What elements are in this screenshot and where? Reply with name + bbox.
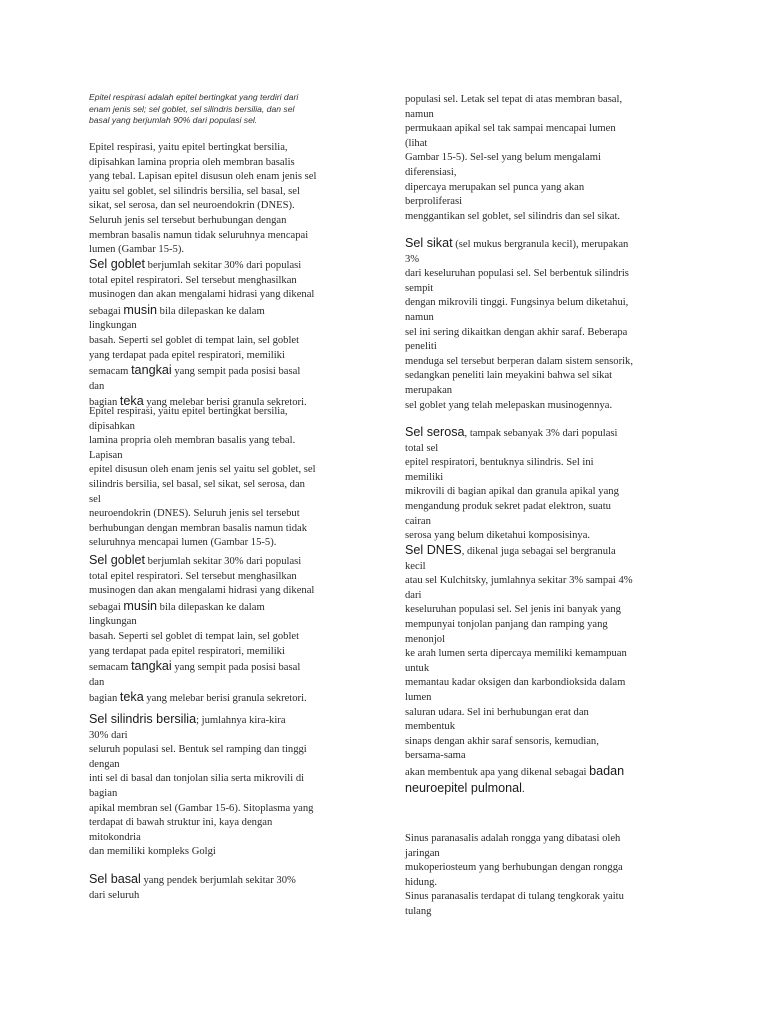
goblet-text-3-repeat: yang sempit pada posisi basal dan bagian xyxy=(89,662,301,705)
sikat-text: (sel mukus bergranula kecil), merupakan 3% dari keseluruhan populasi sel. Sel berbentuk silindris sempit dengan mikrovili tinggi. Fungsinya belum diketahui, namun sel ini sering dikaitkan dengan akhir saraf. Beberapa peneliti menduga sel tersebut berperan dalam sistem sensorik, sedangkan peneliti lain meyakini bahwa sel sikat merupakan sel goblet yang telah melepaskan musinogennya. xyxy=(405,239,633,411)
sinus-paragraph: Sinus paranasalis adalah rongga yang dibatasi oleh jaringan mukoperiosteum yang berhubungan dengan rongga hidung. Sinus paranasalis terdapat di tulang tengkorak yaitu tulang xyxy=(405,833,624,917)
serosa-paragraph xyxy=(405,425,619,544)
goblet-text-4: yang melebar berisi granula sekretori. xyxy=(143,397,307,409)
goblet-text-1-repeat: berjumlah sekitar 30% dari populasi total epitel respiratori. Sel tersebut menghasilkan musinogen dan akan mengalami hidrasi yang dikenal sebagai xyxy=(89,556,315,613)
teka-term: teka xyxy=(119,394,144,409)
goblet-text-2: bila dilepaskan ke dalam lingkungan basah. Seperti sel goblet di tempat lain, sel goblet yang terdapat pada epitel respiratori, memiliki semacam xyxy=(89,305,300,378)
goblet-paragraph-repeat xyxy=(89,553,314,707)
basal-paragraph xyxy=(89,872,296,903)
goblet-text-3: yang sempit pada posisi basal dan bagian xyxy=(89,366,301,409)
teka-term-repeat: teka xyxy=(119,690,144,705)
figure-caption: Epitel respirasi adalah epitel bertingkat yang terdiri dari enam jenis sel; sel goblet, sel silindris bersilia, dan sel basal yang berjumlah 90% dari populasi sel. xyxy=(89,92,299,125)
dnes-end: . xyxy=(521,783,525,795)
goblet-term: Sel goblet xyxy=(89,257,146,271)
goblet-text-2-repeat: bila dilepaskan ke dalam lingkungan basah. Seperti sel goblet di tempat lain, sel goblet yang terdapat pada epitel respiratori, memiliki semacam xyxy=(89,601,300,674)
basal-continued-paragraph: populasi sel. Letak sel tepat di atas membran basal, namun permukaan apikal sel tak sampai mencapai lumen (lihat Gambar 15-5). Sel-sel yang belum mengalami diferensiasi, dipercaya merupakan sel punca yang akan berproliferasi menggantikan sel goblet, sel silindris dan sel sikat. xyxy=(405,94,623,222)
basal-text: yang pendek berjumlah sekitar 30% dari seluruh xyxy=(89,875,296,901)
dnes-text: , dikenal juga sebagai sel bergranula kecil atau sel Kulchitsky, jumlahnya sekitar 3% sampai 4% dari keseluruhan populasi sel. Sel jenis ini banyak yang mempunyai tonjolan panjang dan ramping yang menonjol ke arah lumen serta dipercaya memiliki kemampuan untuk memantau kadar oksigen dan karbondioksida dalam lumen saluran udara. Sel ini berhubungan erat dan membentuk sinaps dengan akhir saraf sensoris, kemudian, bersama-sama akan membentuk apa yang dikenal sebagai xyxy=(405,546,633,778)
goblet-text-4-repeat: yang melebar berisi granula sekretori. xyxy=(143,693,307,705)
musin-term-repeat: musin xyxy=(123,598,158,613)
goblet-paragraph xyxy=(89,257,314,411)
basal-term: Sel basal xyxy=(89,872,141,886)
silindris-term: Sel silindris bersilia xyxy=(89,712,197,726)
musin-term: musin xyxy=(123,302,158,317)
badan-neuroepitel-term: badan neuroepitel pulmonal xyxy=(405,763,625,795)
sikat-term: Sel sikat xyxy=(405,236,453,250)
repeat-intro-paragraph: Epitel respirasi, yaitu epitel bertingkat bersilia, dipisahkan lamina propria oleh membran basalis yang tebal. Lapisan epitel disusun oleh enam jenis sel yaitu sel goblet, sel silindris bersilia, sel basal, sel sikat, sel serosa, dan sel neuroendokrin (DNES). Seluruh jenis sel tersebut berhubungan dengan membran basalis namun tidak seluruhnya mencapai lumen (Gambar 15-5). xyxy=(89,406,316,549)
silindris-text: ; jumlahnya kira-kira 30% dari seluruh populasi sel. Bentuk sel ramping dan tinggi dengan inti sel di basal dan tonjolan silia serta mikrovili di bagian apikal membran sel (Gambar 15-6). Sitoplasma yang terdapat di bawah struktur ini, kaya dengan mitokondria dan memiliki kompleks Golgi xyxy=(89,715,314,858)
tangkai-term: tangkai xyxy=(131,363,172,378)
dnes-term: Sel DNES xyxy=(405,543,462,557)
serosa-term: Sel serosa xyxy=(405,425,465,439)
dnes-paragraph xyxy=(405,543,633,797)
silindris-paragraph xyxy=(89,712,313,860)
goblet-term-repeat: Sel goblet xyxy=(89,553,146,567)
goblet-text-1: berjumlah sekitar 30% dari populasi total epitel respiratori. Sel tersebut menghasilkan musinogen dan akan mengalami hidrasi yang dikenal sebagai xyxy=(89,260,315,317)
serosa-text: , tampak sebanyak 3% dari populasi total sel epitel respiratori, bentuknya silindris. Sel ini memiliki mikrovili di bagian apikal dan granula apikal yang mengandung produk sekret padat elektron, suatu cairan serosa yang belum diketahui komposisinya. xyxy=(405,428,619,542)
intro-paragraph: Epitel respirasi, yaitu epitel bertingkat bersilia, dipisahkan lamina propria oleh membran basalis yang tebal. Lapisan epitel disusun oleh enam jenis sel yaitu sel goblet, sel silindris bersilia, sel basal, sel sikat, sel serosa, dan sel neuroendokrin (DNES). Seluruh jenis sel tersebut berhubungan dengan membran basalis namun tidak seluruhnya mencapai lumen (Gambar 15-5). xyxy=(89,142,317,256)
sikat-paragraph xyxy=(405,236,633,413)
tangkai-term-repeat: tangkai xyxy=(131,659,172,674)
